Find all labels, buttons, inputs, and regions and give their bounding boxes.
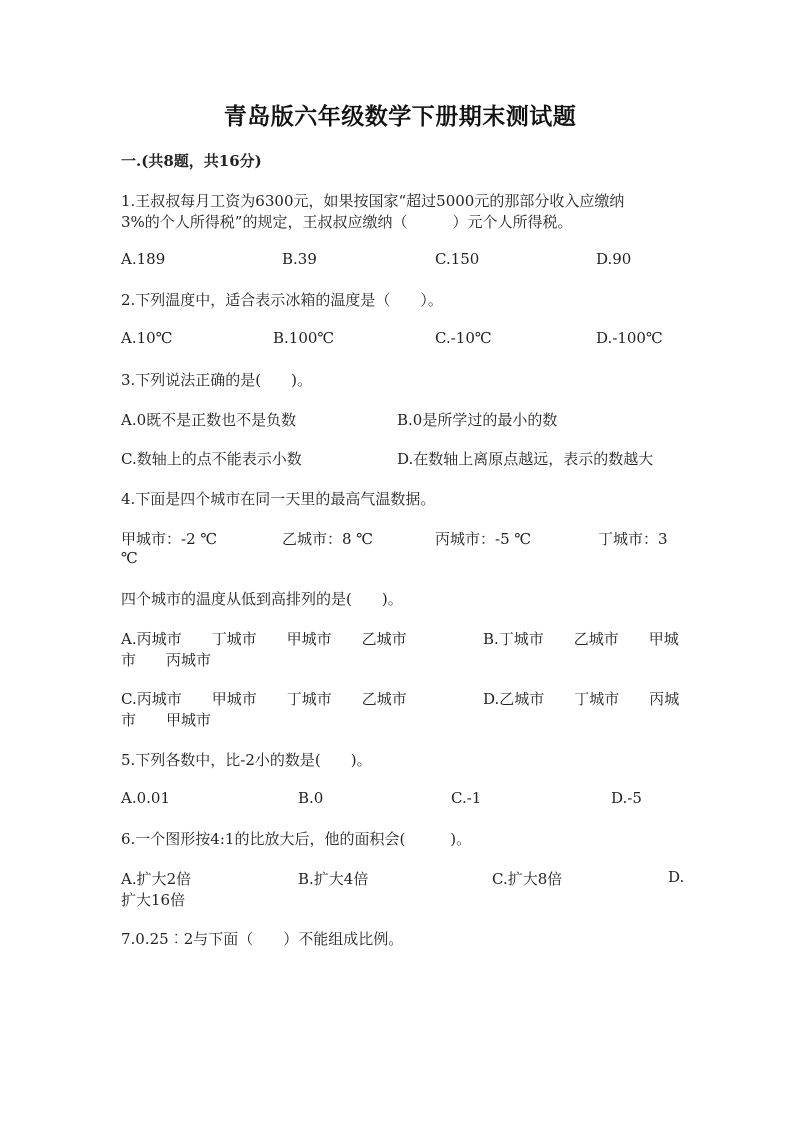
q4-city-yi: 乙城市：8 ℃ bbox=[282, 530, 374, 548]
q6-option-d-wrap: 扩大16倍 bbox=[121, 891, 186, 909]
q4-option-b-line2: 市 丙城市 bbox=[121, 651, 212, 669]
q1-text-line1: 1.王叔叔每月工资为6300元，如果按国家“超过5000元的那部分收入应缴纳 bbox=[121, 192, 625, 210]
document-title: 青岛版六年级数学下册期末测试题 bbox=[223, 103, 577, 130]
q5-text: 5.下列各数中，比-2小的数是( )。 bbox=[121, 751, 372, 769]
q2-option-b: B.100℃ bbox=[273, 329, 335, 347]
q4-option-d-line1: D.乙城市 丁城市 丙城 bbox=[483, 690, 680, 708]
q5-option-a: A.0.01 bbox=[121, 789, 170, 807]
q4-option-b-line1: B.丁城市 乙城市 甲城 bbox=[483, 630, 679, 648]
q5-option-c: C.-1 bbox=[451, 789, 482, 807]
q4-option-d-line2: 市 甲城市 bbox=[121, 711, 212, 729]
q7-text: 7.0.25︰2与下面（ ）不能组成比例。 bbox=[121, 930, 404, 948]
q2-option-a: A.10℃ bbox=[121, 329, 173, 347]
q1-option-d: D.90 bbox=[596, 250, 632, 268]
q1-option-b: B.39 bbox=[282, 250, 317, 268]
q5-option-b: B.0 bbox=[298, 789, 324, 807]
q6-option-c: C.扩大8倍 bbox=[492, 870, 563, 888]
q4-city-ding: 丁城市：3 bbox=[598, 530, 668, 548]
q3-option-c: C.数轴上的点不能表示小数 bbox=[121, 450, 302, 468]
q4-city-ding-unit: ℃ bbox=[121, 549, 138, 567]
q6-option-d: D. bbox=[668, 868, 685, 886]
q4-city-bing: 丙城市：-5 ℃ bbox=[435, 530, 532, 548]
q5-option-d: D.-5 bbox=[611, 789, 642, 807]
q3-option-d: D.在数轴上离原点越远，表示的数越大 bbox=[397, 450, 654, 468]
q6-text: 6.一个图形按4:1的比放大后，他的面积会( )。 bbox=[121, 830, 472, 848]
q3-option-b: B.0是所学过的最小的数 bbox=[397, 411, 558, 429]
q6-option-b: B.扩大4倍 bbox=[298, 870, 369, 888]
q4-text: 4.下面是四个城市在同一天里的最高气温数据。 bbox=[121, 490, 436, 508]
q4-option-c: C.丙城市 甲城市 丁城市 乙城市 bbox=[121, 690, 407, 708]
q2-text: 2.下列温度中，适合表示冰箱的温度是（ ）。 bbox=[121, 291, 443, 309]
q1-option-a: A.189 bbox=[121, 250, 166, 268]
q4-option-a: A.丙城市 丁城市 甲城市 乙城市 bbox=[121, 630, 407, 648]
q3-text: 3.下列说法正确的是( )。 bbox=[121, 371, 313, 389]
q4-question: 四个城市的温度从低到高排列的是( )。 bbox=[121, 590, 403, 608]
q3-option-a: A.0既不是正数也不是负数 bbox=[121, 411, 297, 429]
q6-option-a: A.扩大2倍 bbox=[121, 870, 192, 888]
section-heading: 一.(共8题，共16分) bbox=[121, 152, 262, 170]
q2-option-d: D.-100℃ bbox=[596, 329, 663, 347]
q2-option-c: C.-10℃ bbox=[435, 329, 492, 347]
q1-text-line2: 3%的个人所得税”的规定，王叔叔应缴纳（ ）元个人所得税。 bbox=[121, 213, 573, 231]
q1-option-c: C.150 bbox=[435, 250, 480, 268]
q4-city-jia: 甲城市：-2 ℃ bbox=[121, 530, 218, 548]
